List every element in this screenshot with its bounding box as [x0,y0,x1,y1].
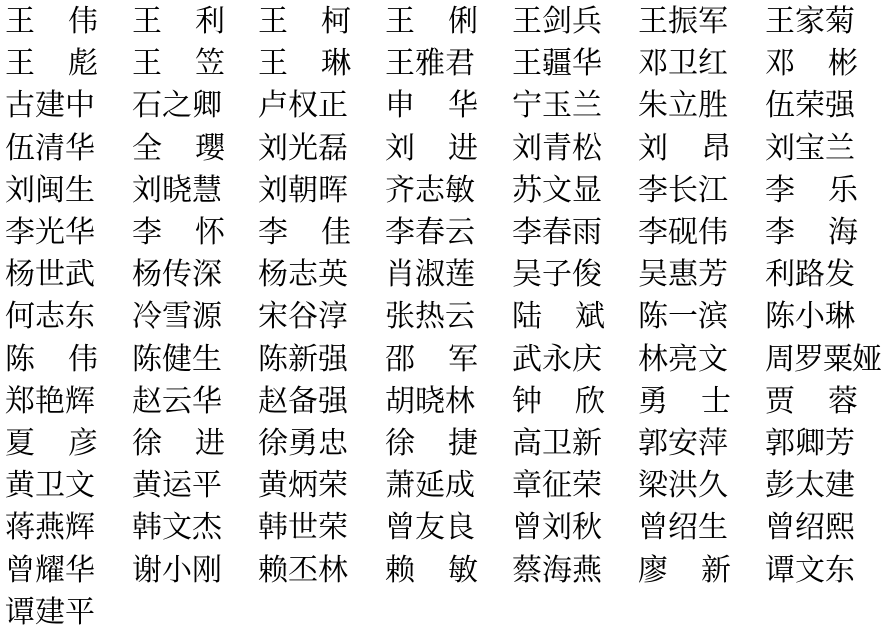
name-row [0,1,865,43]
name-entry: 韩世荣 [258,510,348,546]
name-entry: 吴惠芳 [638,257,728,293]
name-entry: 刘晓慧 [132,172,222,208]
name-entry: 赵云华 [132,383,222,419]
name-entry: 李长江 [638,172,728,208]
name-entry: 刘光磊 [258,130,348,166]
name-entry: 徐 进 [132,426,225,461]
name-row [0,43,865,85]
name-entry: 王家菊 [765,4,855,39]
name-entry: 赖 敏 [385,552,478,588]
name-row [0,296,865,338]
name-row [0,550,865,592]
name-entry: 王 彪 [5,46,98,82]
name-entry: 郑艳辉 [5,383,95,419]
name-entry: 邓卫红 [638,46,728,82]
name-entry: 刘青松 [512,130,602,166]
name-entry: 李 怀 [132,215,225,250]
name-row [0,170,865,212]
name-entry: 曾耀华 [5,552,95,588]
name-entry: 齐志敏 [385,172,475,208]
name-entry: 韩文杰 [132,510,222,546]
name-entry: 全 瓔 [132,130,225,166]
name-row [0,465,865,507]
name-entry: 申 华 [385,88,478,124]
name-entry: 胡晓林 [385,383,475,419]
name-entry: 徐勇忠 [258,426,348,461]
name-entry: 何志东 [5,299,95,335]
name-entry: 宋谷淳 [258,299,348,335]
name-entry: 刘宝兰 [765,130,855,166]
name-entry: 陈健生 [132,341,222,377]
name-entry: 勇 士 [638,383,731,419]
name-entry: 刘闽生 [5,172,95,208]
name-entry: 李 海 [765,215,858,250]
name-entry: 王振军 [638,4,728,39]
name-entry: 王 笠 [132,46,225,82]
name-entry: 李 乐 [765,172,858,208]
name-entry: 陈一滨 [638,299,728,335]
name-entry: 廖 新 [638,552,731,588]
name-entry: 古建中 [5,88,95,124]
name-row [0,381,865,423]
name-entry: 黄炳荣 [258,468,348,504]
name-row [0,423,865,465]
name-entry: 赖丕林 [258,552,348,588]
name-entry: 高卫新 [512,426,602,461]
name-entry: 邵 军 [385,341,478,377]
name-entry: 冷雪源 [132,299,222,335]
name-entry: 蔡海燕 [512,552,602,588]
name-entry: 肖淑莲 [385,257,475,293]
name-entry: 伍荣强 [765,88,855,124]
name-entry: 李春雨 [512,215,602,250]
name-entry: 章征荣 [512,468,602,504]
name-entry: 郭安萍 [638,426,728,461]
name-entry: 梁洪久 [638,468,728,504]
name-entry: 谢小刚 [132,552,222,588]
name-row [0,85,865,127]
name-entry: 王 柯 [258,4,351,39]
name-entry: 谭建平 [5,594,95,630]
name-entry: 李砚伟 [638,215,728,250]
name-entry: 王 伟 [5,4,98,39]
name-entry: 伍清华 [5,130,95,166]
name-row [0,592,865,634]
name-row [0,128,865,170]
name-entry: 邓 彬 [765,46,858,82]
name-entry: 萧延成 [385,468,475,504]
name-entry: 赵备强 [258,383,348,419]
name-entry: 谭文东 [765,552,855,588]
name-entry: 卢权正 [258,88,348,124]
name-row [0,507,865,549]
name-entry: 张热云 [385,299,475,335]
name-entry: 朱立胜 [638,88,728,124]
name-row [0,254,865,296]
name-entry: 夏 彦 [5,426,98,461]
name-entry: 周罗粟娅 [765,341,882,377]
name-entry: 曾绍熙 [765,510,855,546]
name-entry: 曾友良 [385,510,475,546]
name-entry: 彭太建 [765,468,855,504]
name-entry: 陈小琳 [765,299,855,335]
name-entry: 刘 昂 [638,130,731,166]
name-entry: 曾绍生 [638,510,728,546]
name-entry: 刘朝晖 [258,172,348,208]
name-entry: 石之卿 [132,88,222,124]
name-entry: 杨传深 [132,257,222,293]
name-entry: 利路发 [765,257,855,293]
name-entry: 王 琳 [258,46,351,82]
name-entry: 李 佳 [258,215,351,250]
name-row [0,212,865,254]
name-entry: 宁玉兰 [512,88,602,124]
name-entry: 黄运平 [132,468,222,504]
name-entry: 陈新强 [258,341,348,377]
name-entry: 杨志英 [258,257,348,293]
name-entry: 王剑兵 [512,4,602,39]
name-entry: 李春云 [385,215,475,250]
name-entry: 李光华 [5,215,95,250]
name-entry: 王 俐 [385,4,478,39]
name-entry: 王疆华 [512,46,602,82]
name-entry: 王雅君 [385,46,475,82]
name-entry: 苏文显 [512,172,602,208]
name-entry: 林亮文 [638,341,728,377]
name-entry: 郭卿芳 [765,426,855,461]
name-entry: 钟 欣 [512,383,605,419]
name-entry: 贾 蓉 [765,383,858,419]
name-entry: 陈 伟 [5,341,98,377]
name-entry: 刘 进 [385,130,478,166]
name-entry: 徐 捷 [385,426,478,461]
name-entry: 曾刘秋 [512,510,602,546]
name-entry: 王 利 [132,4,225,39]
name-entry: 黄卫文 [5,468,95,504]
name-entry: 武永庆 [512,341,602,377]
name-entry: 吴子俊 [512,257,602,293]
name-entry: 陆 斌 [512,299,605,335]
name-entry: 杨世武 [5,257,95,293]
name-row [0,339,882,381]
name-entry: 蒋燕辉 [5,510,95,546]
